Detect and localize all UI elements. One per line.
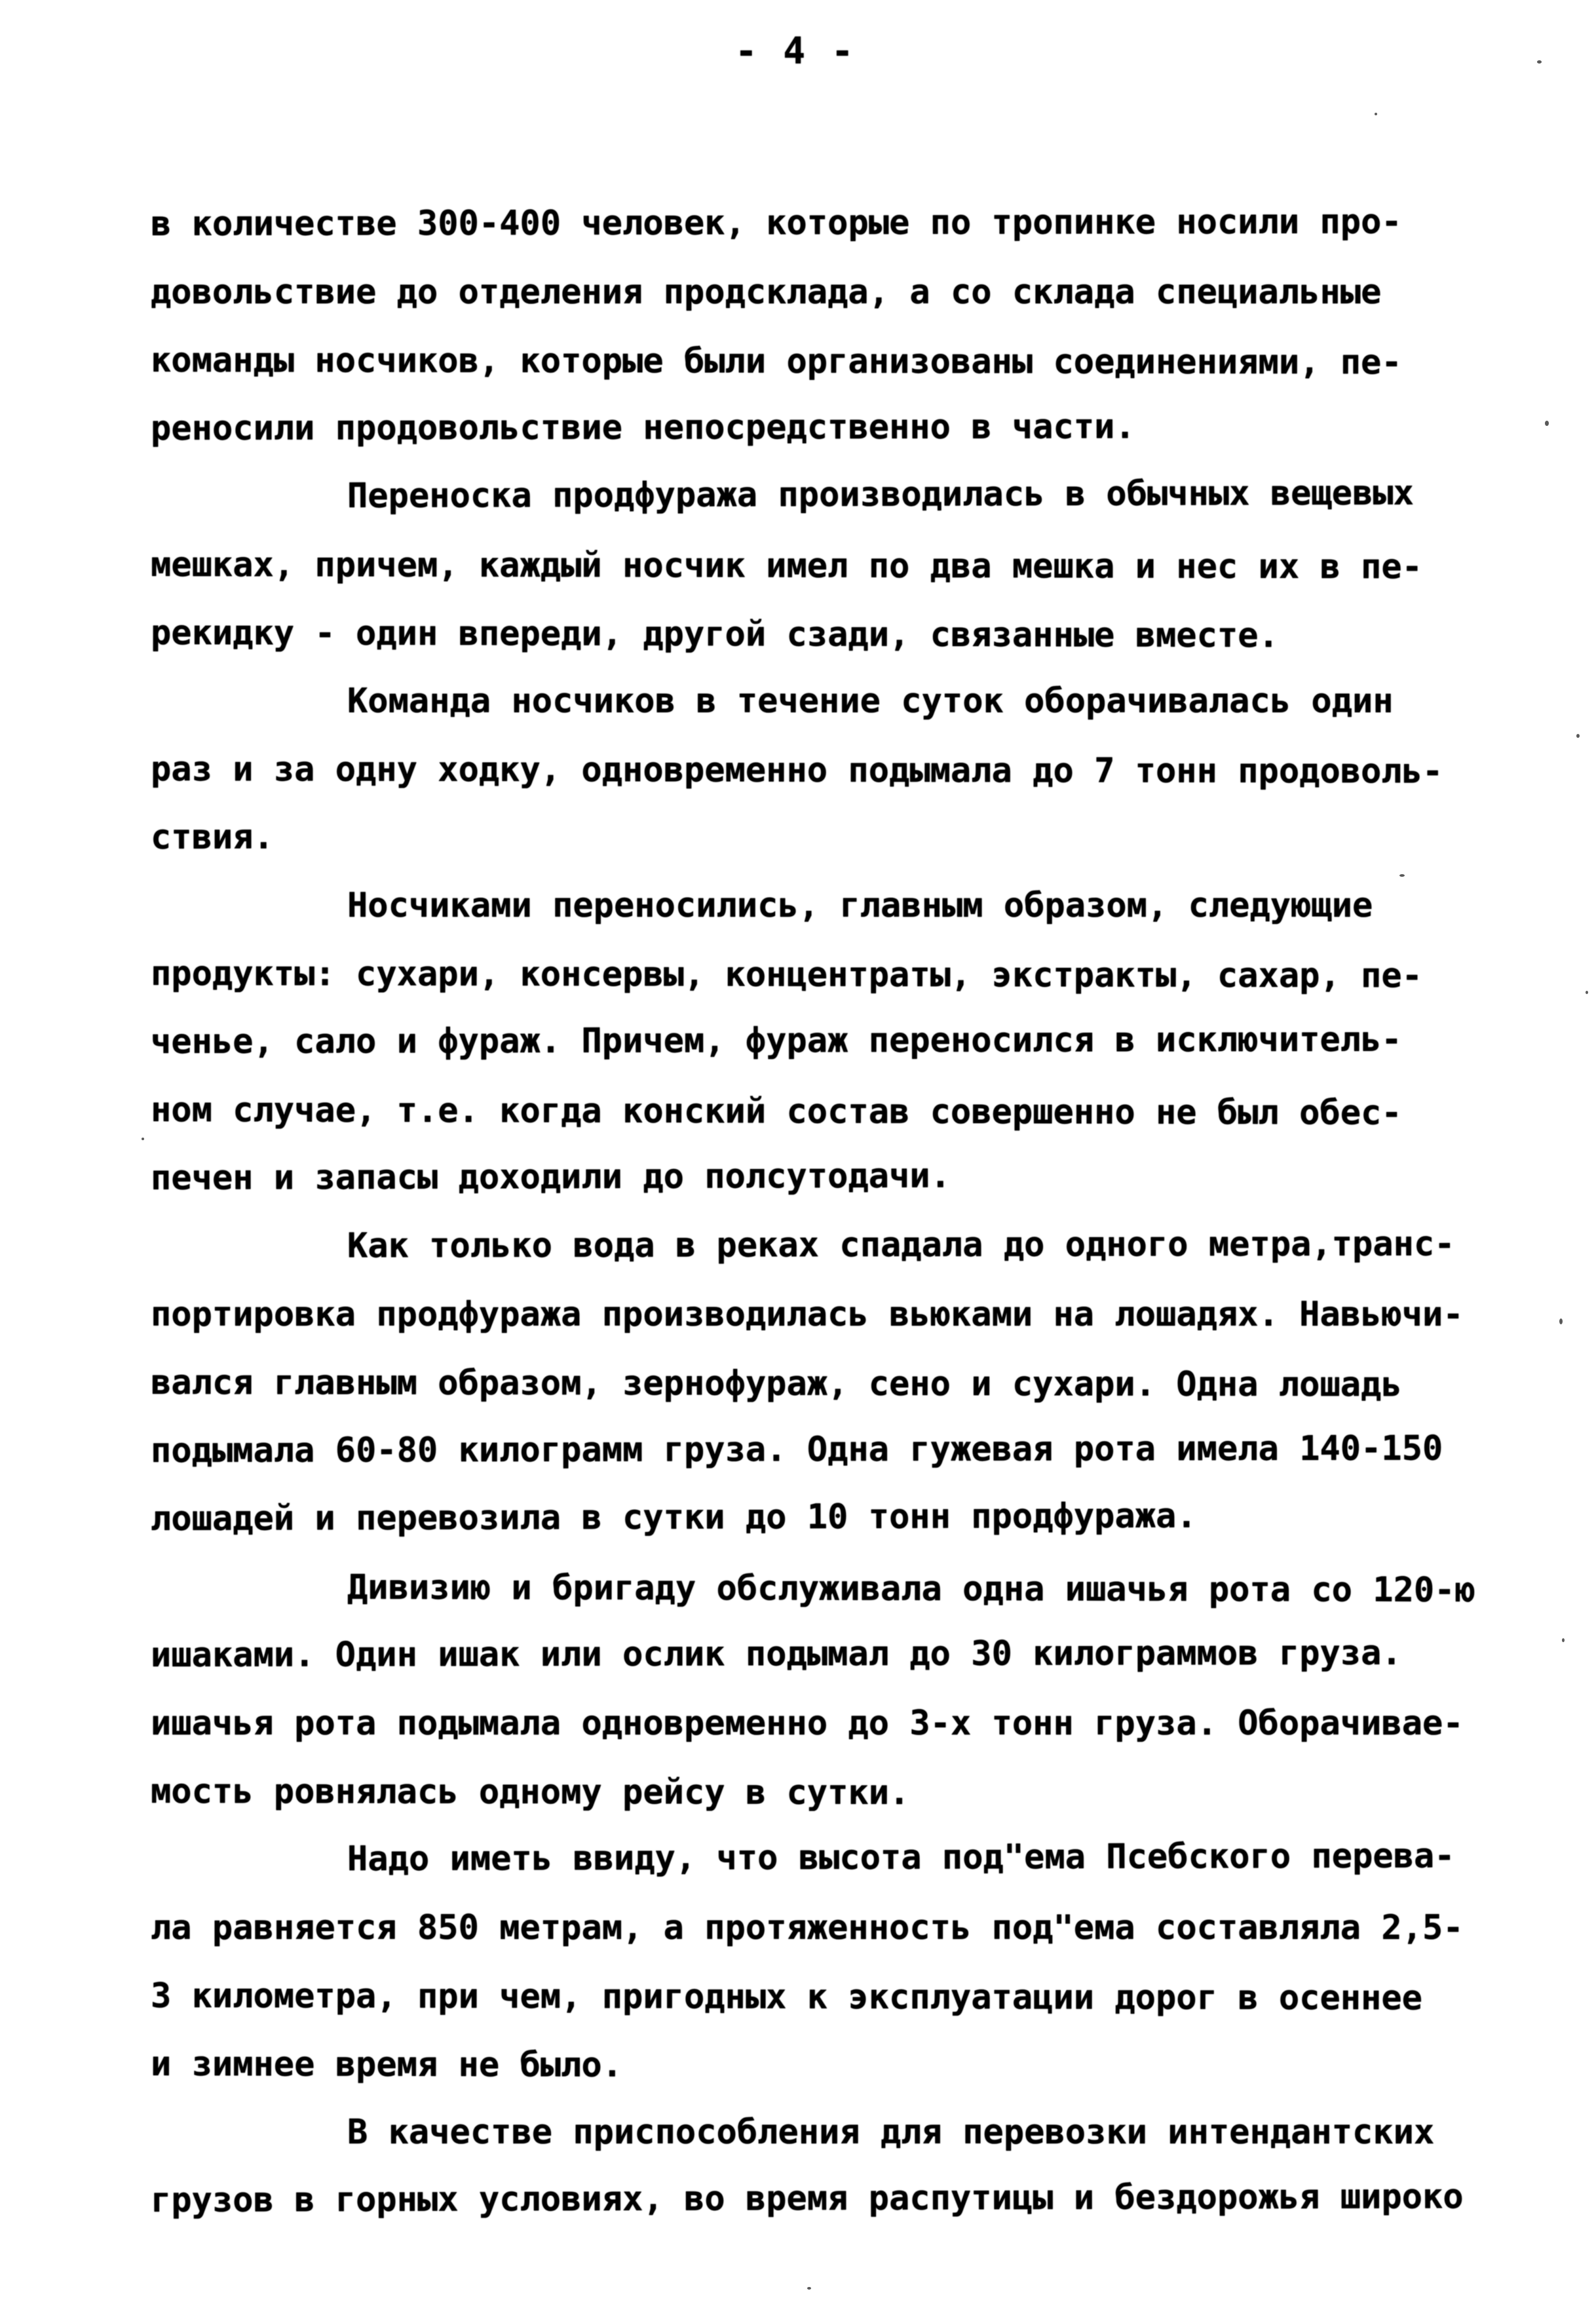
page-number: - 4 - <box>735 30 856 73</box>
noise-speck <box>1537 60 1542 64</box>
text-line: В качестве приспособления для перевозки интендантских <box>347 2113 1435 2152</box>
noise-speck <box>1399 874 1405 877</box>
noise-speck <box>1375 113 1377 115</box>
noise-speck <box>1559 1318 1563 1324</box>
noise-speck <box>142 1138 144 1140</box>
text-line: ишачья рота подымала одновременно до 3-х тонн груза. Оборачивае- <box>151 1704 1464 1743</box>
text-line: мость ровнялась одному рейсу в сутки. <box>150 1772 910 1813</box>
text-line: ишаками. Один ишак или ослик подымал до 30 килограммов груза. <box>150 1633 1402 1675</box>
text-body <box>151 190 1520 2235</box>
text-line: команды носчиков, которые были организованы соединениями, пе- <box>150 341 1402 383</box>
text-line: рекидку - один впереди, другой сзади, связанные вместе. <box>150 613 1279 656</box>
text-line: вался главным образом, зернофураж, сено и сухари. Одна лошадь <box>150 1363 1402 1405</box>
text-line: подымала 60-80 килограмм груза. Одна гужевая рота имела 140-150 <box>150 1429 1443 1470</box>
text-line: грузов в горных условиях, во время распутицы и бездорожья широко <box>150 2177 1464 2220</box>
text-line: Команда носчиков в течение суток оборачивалась один <box>347 682 1394 721</box>
text-line: ла равняется 850 метрам, а протяженность под"ема составляла 2,5- <box>151 1908 1464 1948</box>
text-line: лошадей и перевозила в сутки до 10 тонн продфуража. <box>150 1496 1197 1539</box>
text-line: мешках, причем, каждый носчик имел по два мешка и нес их в пе- <box>150 545 1423 587</box>
text-line: Дивизию и бригаду обслуживала одна ишачья рота со 120-ю <box>347 1567 1475 1610</box>
text-line: в количестве 300-400 человек, которые по тропинке носили про- <box>150 202 1402 244</box>
noise-speck <box>807 2287 811 2290</box>
text-line: печен и запасы доходили до полсутодачи. <box>150 1156 951 1198</box>
text-line: портировка продфуража производилась вьюками на лошадях. Навьючи- <box>151 1295 1464 1334</box>
text-line: ном случае, т.е. когда конский состав совершенно не был обес- <box>150 1090 1402 1133</box>
text-line: и зимнее время не было. <box>150 2045 623 2085</box>
text-line: раз и за одну ходку, одновременно подымала до 7 тонн продоволь- <box>150 750 1443 792</box>
noise-speck <box>1586 991 1588 994</box>
text-line: довольствие до отделения продсклада, а со склада специальные <box>151 273 1382 312</box>
text-line: 3 километра, при чем, пригодных к эксплуатации дорог в осеннее <box>150 1976 1423 2018</box>
noise-speck <box>1545 421 1549 426</box>
text-line: реносили продовольствие непосредственно в части. <box>150 407 1135 448</box>
noise-speck <box>1576 734 1580 738</box>
noise-speck <box>1562 1638 1565 1642</box>
text-line: ствия. <box>150 817 274 857</box>
text-line: Как только вода в реках спадала до одного метра,транс- <box>347 1224 1455 1266</box>
text-line: Переноска продфуража производилась в обычных вещевых <box>347 473 1415 516</box>
text-line: продукты: сухари, консервы, концентраты, экстракты, сахар, пе- <box>150 954 1423 996</box>
text-line: ченье, сало и фураж. Причем, фураж переносился в исключитель- <box>150 1020 1402 1062</box>
text-line: Надо иметь ввиду, что высота под"ема Псебского перева- <box>347 1836 1455 1879</box>
text-line: Носчиками переносились, главным образом, следующие <box>347 886 1373 925</box>
